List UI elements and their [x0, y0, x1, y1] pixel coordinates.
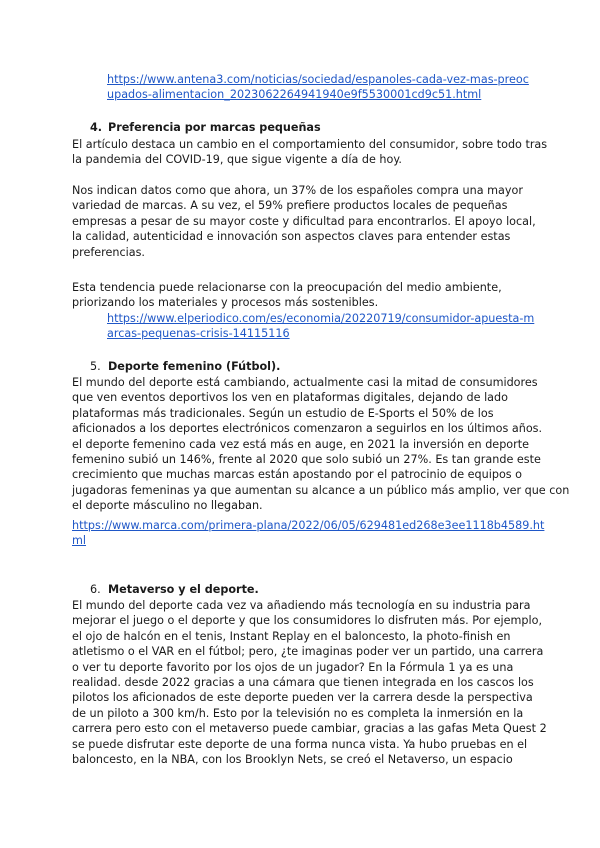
- section-title: Metaverso y el deporte.: [108, 583, 259, 596]
- text-line: que ven eventos deportivos los ven en plataformas digitales, dejando de lado: [72, 391, 508, 405]
- text-line: el deporte femenino cada vez está más en auge, en 2021 la inversión en deporte: [72, 437, 530, 451]
- marca-link[interactable]: [72, 518, 544, 549]
- text-line: El artículo destaca un cambio en el comportamiento del consumidor, sobre todo tras: [72, 138, 548, 151]
- text-line: la pandemia del COVID-19, que sigue vigente a día de hoy.: [72, 153, 402, 167]
- text-line: mejorar el juego o el deporte y que los consumidores lo disfruten más. Por ejemplo,: [72, 614, 543, 628]
- elperiodico-link[interactable]: [107, 311, 534, 342]
- text-line: baloncesto, en la NBA, con los Brooklyn Nets, se creó el Netaverso, un espacio: [72, 753, 513, 767]
- link-line[interactable]: https://www.antena3.com/noticias/sociedad/espanoles-cada-vez-mas-preoc: [107, 73, 529, 86]
- text-line: crecimiento que muchas marcas están apostando por el patrocinio de equipos o: [72, 468, 523, 482]
- text-line: de un piloto a 300 km/h. Esto por la televisión no es completa la inmersión en la: [72, 706, 524, 720]
- text-line: el ojo de halcón en el tenis, Instant Replay en el baloncesto, la photo-finish en: [72, 629, 511, 643]
- link-line[interactable]: https://www.elperiodico.com/es/economia/20220719/consumidor-apuesta-m: [107, 312, 535, 325]
- antena3-link[interactable]: [107, 72, 529, 103]
- text-line: Esta tendencia puede relacionarse con la preocupación del medio ambiente,: [72, 281, 502, 294]
- link-line[interactable]: upados-alimentacion_2023062264941940e9f5530001cd9c51.html: [107, 88, 482, 102]
- text-line: preferencias.: [72, 245, 145, 259]
- text-line: el deporte másculino no llegaban.: [72, 499, 263, 513]
- text-line: plataformas más tradicionales. Según un estudio de E-Sports el 50% de los: [72, 406, 494, 420]
- text-line: la calidad, autenticidad e innovación son aspectos claves para entender estas: [72, 230, 511, 244]
- section-5-paragraph: [72, 375, 569, 514]
- link-line[interactable]: ml: [72, 534, 87, 548]
- text-line: pilotos los aficionados de este deporte pueden ver la carrera desde la perspectiva: [72, 691, 533, 705]
- text-line: realidad. desde 2022 gracias a una cámara que tienen integrada en los cascos los: [72, 676, 534, 690]
- text-line: atletismo o el VAR en el fútbol; pero, ¿te imaginas poder ver un partido, una carrera: [72, 645, 544, 659]
- section-number: 4.: [90, 121, 103, 134]
- section-title: Deporte femenino (Fútbol).: [108, 360, 281, 373]
- text-line: se puede disfrutar este deporte de una forma nunca vista. Ya hubo pruebas en el: [72, 737, 528, 751]
- text-line: carrera pero esto con el metaverso puede cambiar, gracias a las gafas Meta Quest 2: [72, 722, 547, 736]
- text-line: jugadoras femeninas ya que aumentan su alcance a un público más amplio, ver que con: [72, 483, 570, 497]
- text-line: variedad de marcas. A su vez, el 59% prefiere productos locales de pequeñas: [72, 199, 508, 213]
- text-line: femenino subió un 146%, frente al 2020 que solo subió un 27%. Es tan grande este: [72, 453, 541, 467]
- text-line: El mundo del deporte está cambiando, actualmente casi la mitad de consumidores: [72, 376, 538, 389]
- section-4-paragraph-3: [72, 280, 502, 311]
- section-4-heading: [90, 120, 321, 135]
- section-title: Preferencia por marcas pequeñas: [108, 121, 321, 134]
- link-line[interactable]: arcas-pequenas-crisis-14115116: [107, 327, 290, 341]
- text-line: o ver tu deporte favorito por los ojos de un jugador? En la Fórmula 1 ya es una: [72, 660, 514, 674]
- section-6-heading: [90, 582, 259, 597]
- section-number: 5.: [90, 360, 101, 373]
- text-line: aficionados a los deportes electrónicos comenzaron a seguirlos en los últimos años.: [72, 422, 543, 436]
- section-5-heading: [90, 359, 280, 374]
- text-line: priorizando los materiales y procesos más sostenibles.: [72, 296, 379, 310]
- text-line: El mundo del deporte cada vez va añadiendo más tecnología en su industria para: [72, 599, 531, 612]
- section-4-paragraph-2: [72, 183, 536, 260]
- section-number: 6.: [90, 583, 101, 596]
- text-line: empresas a pesar de su mayor coste y dificultad para encontrarlos. El apoyo local,: [72, 214, 536, 228]
- section-4-paragraph-1: [72, 137, 547, 168]
- text-line: Nos indican datos como que ahora, un 37% de los españoles compra una mayor: [72, 184, 523, 197]
- link-line[interactable]: https://www.marca.com/primera-plana/2022/06/05/629481ed268e3ee1118b4589.ht: [72, 519, 545, 532]
- section-6-paragraph: [72, 598, 547, 767]
